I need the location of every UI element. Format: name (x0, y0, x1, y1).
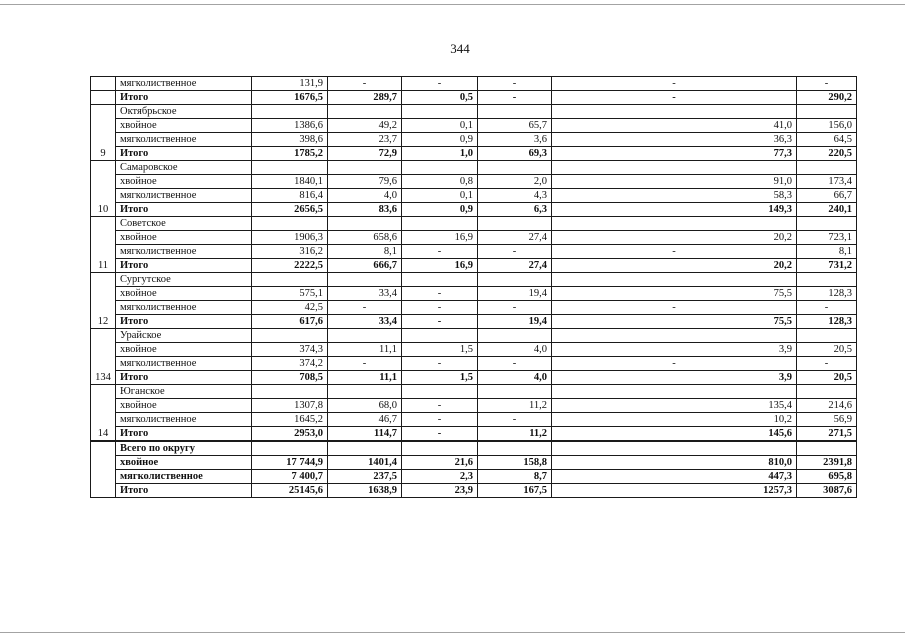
value-cell (552, 161, 797, 175)
row-label-cell: хвойное (116, 399, 252, 413)
value-cell (328, 105, 402, 119)
value-cell: 220,5 (797, 147, 857, 161)
value-cell: 158,8 (478, 456, 552, 470)
table-row (91, 427, 857, 442)
value-cell: 79,6 (328, 175, 402, 189)
value-cell: 58,3 (552, 189, 797, 203)
value-cell: 3,6 (478, 133, 552, 147)
scan-edge-bottom (0, 632, 905, 633)
value-cell: - (478, 245, 552, 259)
value-cell (252, 329, 328, 343)
table-row (91, 189, 857, 203)
value-cell: - (552, 91, 797, 105)
value-cell: 4,3 (478, 189, 552, 203)
value-cell (552, 385, 797, 399)
value-cell: - (552, 245, 797, 259)
row-label-cell: хвойное (116, 456, 252, 470)
table-row (91, 385, 857, 399)
value-cell: - (402, 287, 478, 301)
table-row (91, 357, 857, 371)
value-cell: 0,1 (402, 189, 478, 203)
value-cell: - (552, 301, 797, 315)
value-cell: 731,2 (797, 259, 857, 273)
value-cell: 20,2 (552, 259, 797, 273)
value-cell: 149,3 (552, 203, 797, 217)
value-cell: 1676,5 (252, 91, 328, 105)
district-number-cell: 134 (91, 329, 116, 385)
row-label-cell: Итого (116, 427, 252, 442)
value-cell: - (402, 245, 478, 259)
value-cell: 8,7 (478, 470, 552, 484)
table-row (91, 470, 857, 484)
value-cell: 3087,6 (797, 484, 857, 498)
value-cell: 66,7 (797, 189, 857, 203)
value-cell: 20,5 (797, 371, 857, 385)
value-cell: 128,3 (797, 315, 857, 329)
value-cell: - (402, 399, 478, 413)
value-cell: 4,0 (478, 371, 552, 385)
value-cell (402, 105, 478, 119)
value-cell: 68,0 (328, 399, 402, 413)
value-cell: 0,8 (402, 175, 478, 189)
table-row (91, 133, 857, 147)
table-row (91, 399, 857, 413)
value-cell: 11,2 (478, 399, 552, 413)
value-cell: - (478, 357, 552, 371)
value-cell: - (478, 91, 552, 105)
value-cell (797, 217, 857, 231)
value-cell: - (402, 427, 478, 442)
value-cell (328, 273, 402, 287)
value-cell: 708,5 (252, 371, 328, 385)
value-cell: 128,3 (797, 287, 857, 301)
district-number-cell (91, 91, 116, 105)
value-cell (252, 161, 328, 175)
value-cell: 7 400,7 (252, 470, 328, 484)
value-cell: - (478, 77, 552, 91)
value-cell: - (552, 77, 797, 91)
value-cell (797, 385, 857, 399)
table-row (91, 259, 857, 273)
scan-edge-top (0, 4, 905, 5)
value-cell (478, 385, 552, 399)
value-cell: 2656,5 (252, 203, 328, 217)
row-label-cell: Советское (116, 217, 252, 231)
value-cell: 3,9 (552, 343, 797, 357)
table-row (91, 484, 857, 498)
value-cell: - (402, 301, 478, 315)
value-cell (797, 161, 857, 175)
district-number-cell: 12 (91, 273, 116, 329)
district-number-cell (91, 77, 116, 91)
row-label-cell: мягколиственное (116, 189, 252, 203)
value-cell (402, 217, 478, 231)
value-cell: 0,5 (402, 91, 478, 105)
value-cell: 1,5 (402, 343, 478, 357)
row-label-cell: хвойное (116, 231, 252, 245)
table-row (91, 413, 857, 427)
forestry-statistics-table (90, 76, 857, 498)
value-cell: 1401,4 (328, 456, 402, 470)
row-label-cell: Всего по округу (116, 441, 252, 456)
value-cell (478, 217, 552, 231)
row-label-cell: Итого (116, 315, 252, 329)
value-cell: 36,3 (552, 133, 797, 147)
value-cell: 173,4 (797, 175, 857, 189)
value-cell (797, 273, 857, 287)
page-number: 344 (450, 41, 470, 56)
value-cell: 77,3 (552, 147, 797, 161)
value-cell (478, 273, 552, 287)
value-cell (328, 161, 402, 175)
row-label-cell: мягколиственное (116, 245, 252, 259)
value-cell: 2953,0 (252, 427, 328, 442)
value-cell (252, 441, 328, 456)
value-cell: 20,2 (552, 231, 797, 245)
row-label-cell: Итого (116, 484, 252, 498)
table-row (91, 217, 857, 231)
value-cell: 167,5 (478, 484, 552, 498)
row-label-cell: Октябрьское (116, 105, 252, 119)
row-label-cell: хвойное (116, 175, 252, 189)
value-cell (478, 441, 552, 456)
value-cell: 2,3 (402, 470, 478, 484)
district-number-cell: 11 (91, 217, 116, 273)
row-label-cell: Итого (116, 147, 252, 161)
row-label-cell: мягколиственное (116, 413, 252, 427)
table-row (91, 91, 857, 105)
value-cell: - (797, 357, 857, 371)
table-row (91, 119, 857, 133)
value-cell: 33,4 (328, 287, 402, 301)
value-cell: 289,7 (328, 91, 402, 105)
value-cell: - (478, 413, 552, 427)
value-cell: 23,7 (328, 133, 402, 147)
value-cell (328, 441, 402, 456)
value-cell: 49,2 (328, 119, 402, 133)
row-label-cell: Сургутское (116, 273, 252, 287)
value-cell: 237,5 (328, 470, 402, 484)
value-cell (552, 105, 797, 119)
value-cell: 271,5 (797, 427, 857, 442)
value-cell: 1,0 (402, 147, 478, 161)
value-cell (328, 217, 402, 231)
value-cell: 72,9 (328, 147, 402, 161)
row-label-cell: Юганское (116, 385, 252, 399)
value-cell: 56,9 (797, 413, 857, 427)
table-row (91, 203, 857, 217)
value-cell (478, 105, 552, 119)
value-cell: 1645,2 (252, 413, 328, 427)
value-cell: 8,1 (328, 245, 402, 259)
value-cell (402, 161, 478, 175)
value-cell (252, 273, 328, 287)
value-cell: 21,6 (402, 456, 478, 470)
value-cell (552, 441, 797, 456)
value-cell: 135,4 (552, 399, 797, 413)
table-row (91, 147, 857, 161)
value-cell: 1785,2 (252, 147, 328, 161)
value-cell (552, 217, 797, 231)
value-cell: 75,5 (552, 287, 797, 301)
value-cell: 19,4 (478, 315, 552, 329)
value-cell: - (552, 357, 797, 371)
value-cell: 2391,8 (797, 456, 857, 470)
value-cell: - (402, 315, 478, 329)
table-row (91, 343, 857, 357)
value-cell: 2,0 (478, 175, 552, 189)
value-cell: 0,1 (402, 119, 478, 133)
value-cell: 1386,6 (252, 119, 328, 133)
value-cell: - (328, 357, 402, 371)
value-cell: - (402, 77, 478, 91)
table-row (91, 105, 857, 119)
row-label-cell: Итого (116, 203, 252, 217)
value-cell: 447,3 (552, 470, 797, 484)
value-cell: - (797, 301, 857, 315)
value-cell (478, 161, 552, 175)
row-label-cell: мягколиственное (116, 357, 252, 371)
value-cell: 8,1 (797, 245, 857, 259)
value-cell: 316,2 (252, 245, 328, 259)
table-row (91, 77, 857, 91)
value-cell: 658,6 (328, 231, 402, 245)
value-cell: 3,9 (552, 371, 797, 385)
value-cell: - (478, 301, 552, 315)
value-cell: 1257,3 (552, 484, 797, 498)
value-cell (252, 385, 328, 399)
value-cell: 11,1 (328, 371, 402, 385)
value-cell: 1307,8 (252, 399, 328, 413)
value-cell: 75,5 (552, 315, 797, 329)
value-cell: 1638,9 (328, 484, 402, 498)
value-cell: 65,7 (478, 119, 552, 133)
row-label-cell: хвойное (116, 343, 252, 357)
value-cell: 42,5 (252, 301, 328, 315)
value-cell: 374,2 (252, 357, 328, 371)
value-cell: 11,2 (478, 427, 552, 442)
value-cell (252, 217, 328, 231)
value-cell: 2222,5 (252, 259, 328, 273)
value-cell: 290,2 (797, 91, 857, 105)
value-cell: 23,9 (402, 484, 478, 498)
district-number-cell: 14 (91, 385, 116, 442)
value-cell (328, 385, 402, 399)
value-cell: 25145,6 (252, 484, 328, 498)
value-cell: 11,1 (328, 343, 402, 357)
row-label-cell: Итого (116, 371, 252, 385)
value-cell (797, 441, 857, 456)
row-label-cell: Итого (116, 91, 252, 105)
table-row (91, 175, 857, 189)
value-cell (402, 273, 478, 287)
district-number-cell: 9 (91, 105, 116, 161)
value-cell: 1906,3 (252, 231, 328, 245)
value-cell: 398,6 (252, 133, 328, 147)
table-row (91, 161, 857, 175)
value-cell: 33,4 (328, 315, 402, 329)
value-cell: 19,4 (478, 287, 552, 301)
value-cell: 4,0 (328, 189, 402, 203)
row-label-cell: мягколиственное (116, 77, 252, 91)
table-row (91, 273, 857, 287)
value-cell: 114,7 (328, 427, 402, 442)
value-cell (252, 105, 328, 119)
district-number-cell: 10 (91, 161, 116, 217)
value-cell: 695,8 (797, 470, 857, 484)
value-cell: 374,3 (252, 343, 328, 357)
value-cell: 1,5 (402, 371, 478, 385)
row-label-cell: Итого (116, 259, 252, 273)
value-cell: - (328, 301, 402, 315)
value-cell: 214,6 (797, 399, 857, 413)
value-cell: 575,1 (252, 287, 328, 301)
table-row (91, 287, 857, 301)
value-cell: 41,0 (552, 119, 797, 133)
value-cell: 810,0 (552, 456, 797, 470)
table-row (91, 371, 857, 385)
value-cell: 1840,1 (252, 175, 328, 189)
value-cell: 617,6 (252, 315, 328, 329)
row-label-cell: хвойное (116, 119, 252, 133)
row-label-cell: Урайское (116, 329, 252, 343)
value-cell (328, 329, 402, 343)
value-cell: 6,3 (478, 203, 552, 217)
value-cell: 145,6 (552, 427, 797, 442)
value-cell: 69,3 (478, 147, 552, 161)
value-cell: 0,9 (402, 203, 478, 217)
value-cell: 16,9 (402, 231, 478, 245)
row-label-cell: мягколиственное (116, 301, 252, 315)
value-cell: 91,0 (552, 175, 797, 189)
table-row (91, 315, 857, 329)
value-cell: 16,9 (402, 259, 478, 273)
value-cell: 10,2 (552, 413, 797, 427)
value-cell: - (402, 413, 478, 427)
value-cell: 156,0 (797, 119, 857, 133)
value-cell: 131,9 (252, 77, 328, 91)
value-cell: 27,4 (478, 259, 552, 273)
table-row (91, 456, 857, 470)
value-cell (478, 329, 552, 343)
value-cell (797, 329, 857, 343)
table-row (91, 231, 857, 245)
value-cell: 17 744,9 (252, 456, 328, 470)
value-cell (402, 385, 478, 399)
value-cell (402, 329, 478, 343)
table-row (91, 245, 857, 259)
value-cell: 0,9 (402, 133, 478, 147)
row-label-cell: мягколиственное (116, 133, 252, 147)
row-label-cell: мягколиственное (116, 470, 252, 484)
row-label-cell: хвойное (116, 287, 252, 301)
table-row (91, 441, 857, 456)
value-cell: 4,0 (478, 343, 552, 357)
value-cell (552, 329, 797, 343)
value-cell: - (402, 357, 478, 371)
row-label-cell: Самаровское (116, 161, 252, 175)
table-row (91, 329, 857, 343)
value-cell: 816,4 (252, 189, 328, 203)
value-cell (402, 441, 478, 456)
value-cell: 240,1 (797, 203, 857, 217)
value-cell: 27,4 (478, 231, 552, 245)
district-number-cell (91, 441, 116, 498)
value-cell: 666,7 (328, 259, 402, 273)
value-cell: - (797, 77, 857, 91)
value-cell (552, 273, 797, 287)
value-cell: 20,5 (797, 343, 857, 357)
value-cell: 83,6 (328, 203, 402, 217)
value-cell (797, 105, 857, 119)
value-cell: 46,7 (328, 413, 402, 427)
table-row (91, 301, 857, 315)
value-cell: 64,5 (797, 133, 857, 147)
value-cell: - (328, 77, 402, 91)
value-cell: 723,1 (797, 231, 857, 245)
